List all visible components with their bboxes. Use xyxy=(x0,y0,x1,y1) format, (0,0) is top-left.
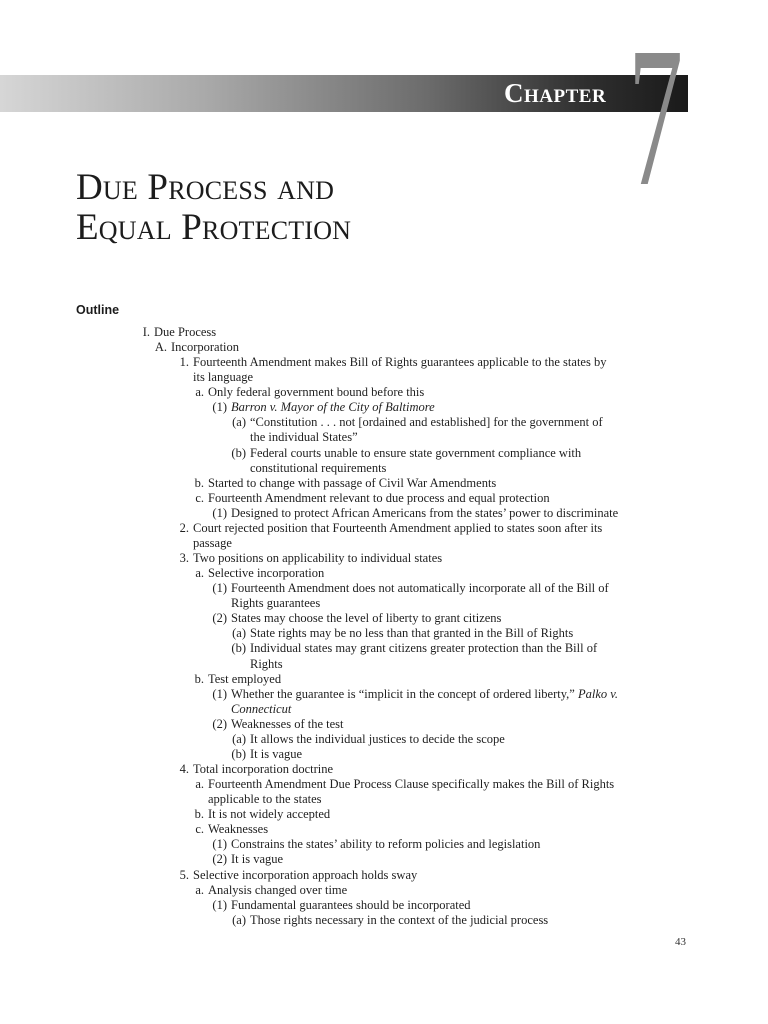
outline-item xyxy=(232,626,574,641)
chapter-title xyxy=(76,168,351,248)
outline-item-label: (1) xyxy=(212,581,227,596)
outline-item-text: Due Process xyxy=(154,325,217,339)
outline-item-text: Selective incorporation xyxy=(208,566,325,581)
outline-item xyxy=(212,897,471,913)
outline-item-label: (1) xyxy=(212,686,227,701)
outline-item xyxy=(231,746,303,762)
outline-item xyxy=(212,837,541,852)
outline-item xyxy=(212,716,344,732)
outline-item-label: 1. xyxy=(179,355,189,370)
outline-heading: Outline xyxy=(76,303,120,317)
outline-item xyxy=(250,461,386,476)
outline-item xyxy=(232,912,549,928)
outline-item xyxy=(212,400,435,415)
outline-item-label: (b) xyxy=(231,746,246,761)
outline-item-text: Analysis changed over time xyxy=(208,882,348,897)
outline-item-text: Rights xyxy=(250,656,283,671)
chapter-label: Chapter xyxy=(504,78,607,108)
outline-item xyxy=(231,596,320,611)
outline-item-label: c. xyxy=(195,490,204,505)
outline-item xyxy=(194,671,282,687)
outline-item xyxy=(142,325,217,340)
outline-item xyxy=(232,731,505,747)
outline-item-label: a. xyxy=(195,882,204,897)
outline-item xyxy=(232,415,603,430)
outline-item xyxy=(212,686,618,702)
outline-item-text: Fourteenth Amendment relevant to due process and equal protection xyxy=(208,490,550,505)
outline-item-text: passage xyxy=(193,535,232,550)
outline-item xyxy=(194,807,331,822)
outline-item xyxy=(250,430,358,445)
outline-item xyxy=(179,867,418,883)
outline-item-text: Two positions on applicability to individual states xyxy=(193,551,443,566)
outline-item-label: a. xyxy=(195,777,204,792)
outline-item-label: 5. xyxy=(179,867,189,882)
outline-item-text: constitutional requirements xyxy=(250,460,387,475)
outline-item-text: Weaknesses of the test xyxy=(231,716,344,731)
outline-item-text: Selective incorporation approach holds sway xyxy=(193,867,418,882)
outline-item-text: Individual states may grant citizens greater protection than the Bill of xyxy=(250,641,598,656)
outline-item xyxy=(231,702,291,717)
outline-item-label: (1) xyxy=(212,897,227,912)
outline-item xyxy=(250,657,283,672)
outline-item-label: 4. xyxy=(179,762,189,777)
outline-item-label: b. xyxy=(194,671,204,686)
outline-item-label: (b) xyxy=(231,641,246,656)
outline-item xyxy=(179,355,607,370)
outline-item-text: Connecticut xyxy=(231,701,292,716)
outline-item-text: Fourteenth Amendment makes Bill of Rights guarantees applicable to the states by xyxy=(193,355,607,370)
outline-item xyxy=(195,566,325,581)
outline-item-text: Designed to protect African Americans from the states’ power to discriminate xyxy=(231,505,619,520)
outline-item-text: Those rights necessary in the context of the judicial process xyxy=(250,912,549,927)
outline-item xyxy=(154,340,240,355)
outline-item-label: (2) xyxy=(212,716,227,731)
outline-item-label: (2) xyxy=(212,611,227,626)
case-name: Palko v. xyxy=(574,686,618,701)
outline-item-text: Only federal government bound before this xyxy=(208,385,425,400)
outline-item xyxy=(195,882,348,898)
outline-item-label: (a) xyxy=(232,415,246,430)
outline-item-text: Federal courts unable to ensure state government compliance with xyxy=(250,445,582,460)
outline-item-text: Whether the guarantee is “implicit in the concept of ordered liberty,” xyxy=(231,686,575,701)
outline-item-label: (a) xyxy=(232,626,246,641)
outline-item xyxy=(194,475,497,491)
outline-item-label: a. xyxy=(195,566,204,581)
outline-item-text: It is not widely accepted xyxy=(208,807,331,822)
outline-item xyxy=(212,505,619,521)
outline-item-text: It is vague xyxy=(250,746,303,761)
outline-item-label: 3. xyxy=(179,551,189,566)
outline-item xyxy=(212,852,284,867)
chapter-title-line-2: Equal Protection xyxy=(76,207,352,248)
outline-item-text: Incorporation xyxy=(171,340,240,355)
outline-item-text: It allows the individual justices to decide the scope xyxy=(250,731,505,746)
outline-item-label: (1) xyxy=(212,400,227,415)
outline-item xyxy=(195,490,550,506)
outline-item-label: (a) xyxy=(232,731,246,746)
chapter-number: 7 xyxy=(628,7,683,228)
outline-item xyxy=(231,445,582,461)
outline-item-label: b. xyxy=(194,475,204,490)
outline-item xyxy=(231,641,598,656)
outline-item xyxy=(195,385,425,400)
outline-item-label: A. xyxy=(154,340,167,355)
outline-item-text: applicable to the states xyxy=(208,792,322,807)
outline-item-text: Fourteenth Amendment does not automatically incorporate all of the Bill of xyxy=(231,581,609,596)
outline-item-label: c. xyxy=(195,822,204,837)
outline-item-text: Fundamental guarantees should be incorporated xyxy=(231,897,471,912)
outline-item-text: Rights guarantees xyxy=(231,596,321,611)
outline-item xyxy=(212,611,502,626)
outline-item-text: “Constitution . . . not [ordained and established] for the government of xyxy=(250,415,603,430)
outline-item xyxy=(208,792,322,807)
outline-item-label: (a) xyxy=(232,912,246,927)
outline-item-label: (1) xyxy=(212,837,227,852)
outline-item-label: 2. xyxy=(179,520,189,535)
outline-item-text: Constrains the states’ ability to reform policies and legislation xyxy=(231,837,541,852)
outline-item-text: Court rejected position that Fourteenth Amendment applied to states soon after its xyxy=(193,520,603,535)
outline-item-text: the individual States” xyxy=(250,430,358,445)
outline-item-label: I. xyxy=(142,325,150,339)
outline-item xyxy=(195,822,269,837)
outline-item xyxy=(193,370,253,385)
outline-item-text: Weaknesses xyxy=(208,822,269,837)
chapter-title-line-1: Due Process and xyxy=(76,167,335,208)
outline-item xyxy=(179,520,603,536)
outline-item-label: b. xyxy=(194,807,204,822)
outline-item-text: Barron v. Mayor of the City of Baltimore xyxy=(231,400,435,415)
outline-item-label: (b) xyxy=(231,445,246,460)
outline-item xyxy=(212,581,609,596)
outline-item-text: Fourteenth Amendment Due Process Clause specifically makes the Bill of Rights xyxy=(208,777,615,792)
outline-item xyxy=(195,777,615,792)
outline-item-label: (1) xyxy=(212,505,227,520)
outline-item-label: (2) xyxy=(212,852,227,867)
outline-item-text: State rights may be no less than that granted in the Bill of Rights xyxy=(250,626,574,641)
outline-item-text: its language xyxy=(193,370,254,385)
page-number: 43 xyxy=(675,936,686,948)
outline-item-label: a. xyxy=(195,385,204,400)
outline-item-text: It is vague xyxy=(231,852,284,867)
outline-item-text: States may choose the level of liberty to grant citizens xyxy=(231,611,502,626)
outline-item-text: Total incorporation doctrine xyxy=(193,762,334,777)
outline-item xyxy=(193,536,232,551)
outline-item xyxy=(179,551,443,566)
outline-item-text: Started to change with passage of Civil War Amendments xyxy=(208,475,497,490)
outline-item-text: Test employed xyxy=(208,671,282,686)
outline-item xyxy=(179,762,334,777)
